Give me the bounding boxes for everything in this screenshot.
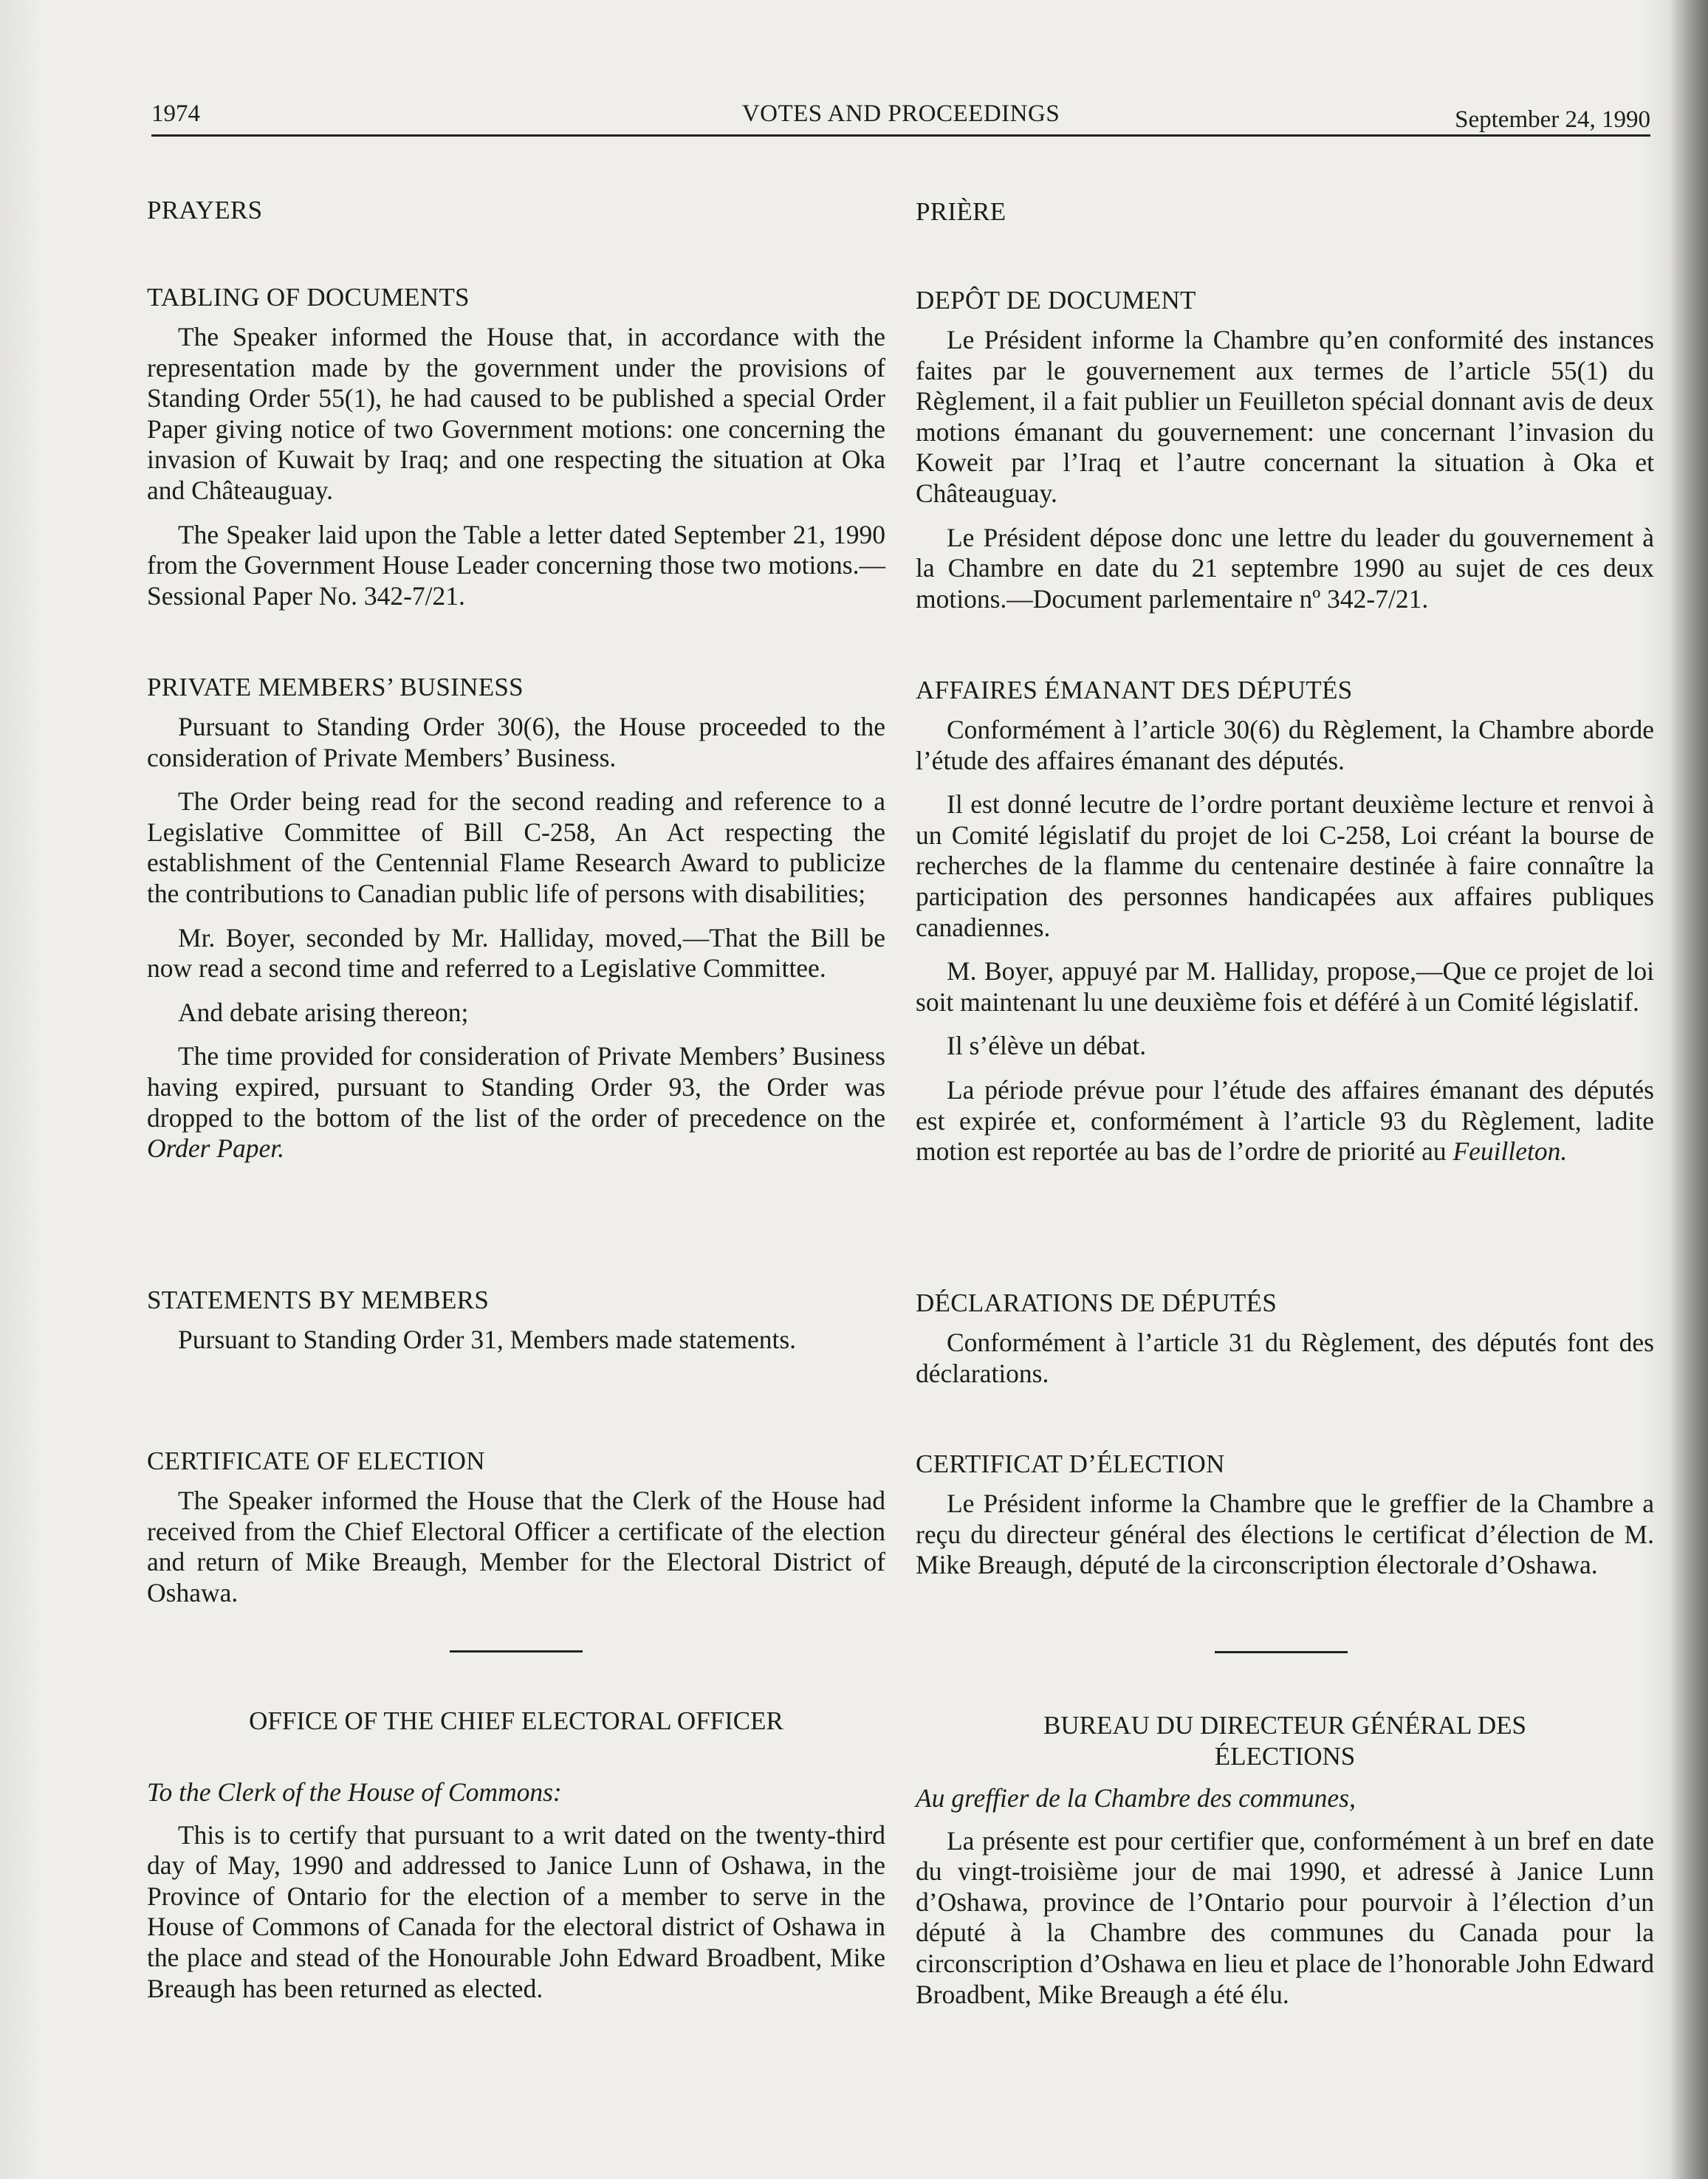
- office-section: [147, 1706, 885, 1737]
- prayers-section: [916, 196, 1654, 236]
- section-heading: ÉLECTIONS: [1214, 1742, 1356, 1771]
- certificate-text: [147, 1777, 885, 2017]
- prayers-section: [147, 195, 885, 235]
- paragraph: Pursuant to Standing Order 31, Members made statements.: [178, 1325, 797, 1354]
- certificate-section: [916, 1449, 1654, 1594]
- section-heading: TABLING OF DOCUMENTS: [147, 283, 470, 312]
- tabling-section: [916, 285, 1654, 628]
- certificate-text: [916, 1783, 1654, 2023]
- section-heading: PRIVATE MEMBERS’ BUSINESS: [147, 673, 524, 701]
- section-divider: [1215, 1651, 1348, 1653]
- paragraph: Il est donné lecutre de l’ordre portant deuxième lecture et renvoi à un Comité législatif du projet de loi C-258, Loi créant la bourse de recherches de la flamme du centenaire destinée à faire connaître la participation des personnes handicapées aux affaires publiques canadiennes.: [916, 789, 1654, 942]
- paragraph: [916, 1075, 1654, 1167]
- office-section: [916, 1710, 1654, 1772]
- section-heading: DEPÔT DE DOCUMENT: [916, 286, 1196, 315]
- address-line: Au greffier de la Chambre des communes,: [916, 1783, 1356, 1813]
- order-paper-title: Order Paper.: [147, 1133, 285, 1164]
- paragraph: The Speaker laid upon the Table a letter dated September 21, 1990 from the Government House Leader concerning those two motions.—Sessional Paper No. 342-7/21.: [147, 519, 885, 611]
- paragraph: Conformément à l’article 30(6) du Règlement, la Chambre aborde l’étude des affaires émanant des députés.: [916, 715, 1654, 775]
- section-heading: PRAYERS: [147, 196, 263, 224]
- paragraph: The Speaker informed the House that, in accordance with the representation made by the government under the provisions of Standing Order 55(1), he had caused to be published a special Order Paper giving notice of two Government motions: one concerning the invasion of Kuwait by Iraq; and one respecting the situation at Oka and Châteauguay.: [147, 322, 885, 505]
- page-header: [151, 100, 1650, 137]
- paragraph: Le Président informe la Chambre qu’en conformité des instances faites par le gouvernement aux termes de l’article 55(1) du Règlement, il a fait publier un Feuilleton spécial donnant avis de deux motions émanant du gouvernement: une concernant l’invasion du Koweit par l’Iraq et l’autre concernant la situation à Oka et Châteauguay.: [916, 325, 1654, 508]
- page-date: September 24, 1990: [1455, 106, 1650, 133]
- statements-section: [916, 1288, 1654, 1402]
- section-heading: DÉCLARATIONS DE DÉPUTÉS: [916, 1288, 1277, 1317]
- paragraph: Mr. Boyer, seconded by Mr. Halliday, moved,—That the Bill be now read a second time and referred to a Legislative Committee.: [147, 922, 885, 984]
- paragraph: [147, 1041, 885, 1164]
- section-heading: CERTIFICAT D’ÉLECTION: [916, 1449, 1225, 1478]
- paragraph: La présente est pour certifier que, conformément à un bref en date du vingt-troisième jour de mai 1990, et adressé à Janice Lunn d’Oshawa, province de l’Ontario pour pourvoir à l’élection d’un député à la Chambre des communes du Canada pour la circonscription d’Oshawa en lieu et place de l’honorable John Edward Broadbent, Mike Breaugh a été élu.: [916, 1825, 1654, 2009]
- address-line: To the Clerk of the House of Commons:: [147, 1777, 562, 1807]
- paragraph-text: La période prévue pour l’étude des affaires émanant des députés est expirée et, conformément à l’article 93 du Règlement, ladite motion est reportée au bas de l’ordre de priorité au: [916, 1074, 1654, 1167]
- page-number: 1974: [151, 100, 200, 127]
- section-heading: OFFICE OF THE CHIEF ELECTORAL OFFICER: [249, 1706, 783, 1735]
- page-title: VOTES AND PROCEEDINGS: [741, 100, 1060, 127]
- certificate-section: [147, 1446, 885, 1622]
- paragraph: The Speaker informed the House that the Clerk of the House had received from the Chief Electoral Officer a certificate of the election and return of Mike Breaugh, Member for the Electoral District of Oshawa.: [147, 1486, 885, 1607]
- private-members-section: [916, 675, 1654, 1181]
- private-members-section: [147, 672, 885, 1178]
- paragraph: M. Boyer, appuyé par M. Halliday, propose,—Que ce projet de loi soit maintenant lu une deuxième fois et déféré à un Comité législatif.: [916, 956, 1654, 1017]
- section-heading: PRIÈRE: [916, 197, 1006, 226]
- section-heading: STATEMENTS BY MEMBERS: [147, 1286, 490, 1314]
- statements-section: [147, 1285, 885, 1369]
- paragraph: And debate arising thereon;: [178, 997, 469, 1027]
- feuilleton-title: Feuilleton.: [1453, 1136, 1568, 1167]
- paragraph: This is to certify that pursuant to a writ dated on the twenty-third day of May, 1990 and addressed to Janice Lunn of Oshawa, in the Province of Ontario for the election of a member to serve in the House of Commons of Canada for the electoral district of Oshawa in the place and stead of the Honourable John Edward Broadbent, Mike Breaugh has been returned as elected.: [147, 1819, 885, 2003]
- section-heading: AFFAIRES ÉMANANT DES DÉPUTÉS: [916, 676, 1353, 704]
- section-divider: [450, 1650, 583, 1653]
- paragraph: Conformément à l’article 31 du Règlement, des députés font des déclarations.: [916, 1328, 1654, 1388]
- paragraph: Le Président dépose donc une lettre du leader du gouvernement à la Chambre en date du 21 septembre 1990 au sujet de ces deux motions.—Document parlementaire nº 342-7/21.: [916, 522, 1654, 614]
- section-heading: CERTIFICATE OF ELECTION: [147, 1447, 485, 1475]
- paragraph: The Order being read for the second reading and reference to a Legislative Committee of Bill C-258, An Act respecting the establishment of the Centennial Flame Research Award to publicize the contributions to Canadian public life of persons with disabilities;: [147, 786, 885, 908]
- paragraph: Il s’élève un débat.: [947, 1031, 1147, 1061]
- paragraph: Pursuant to Standing Order 30(6), the House proceeded to the consideration of Private Members’ Business.: [147, 712, 885, 772]
- section-heading: BUREAU DU DIRECTEUR GÉNÉRAL DES: [1043, 1711, 1526, 1740]
- paragraph: Le Président informe la Chambre que le greffier de la Chambre a reçu du directeur général des élections le certificat d’élection de M. Mike Breaugh, député de la circonscription électorale d’Oshawa.: [916, 1489, 1654, 1580]
- paragraph-text: The time provided for consideration of Private Members’ Business having expired, pursuant to Standing Order 93, the Order was dropped to the bottom of the list of the order of precedence on the: [147, 1041, 885, 1133]
- tabling-section: [147, 282, 885, 625]
